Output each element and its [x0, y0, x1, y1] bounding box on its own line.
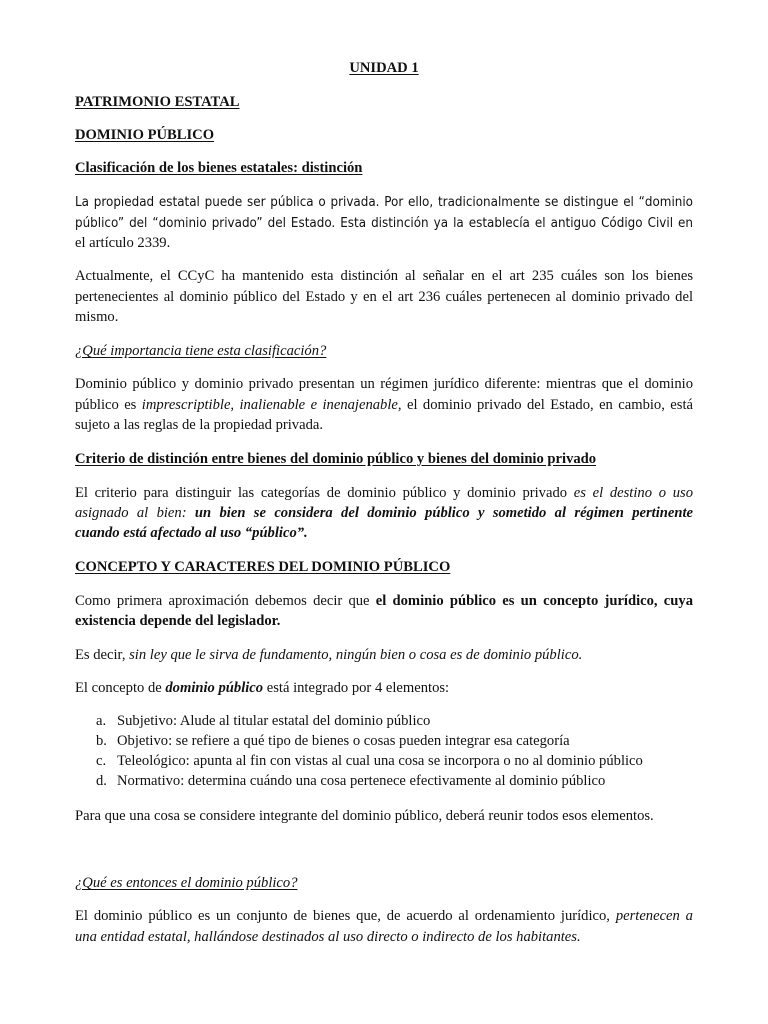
list-item-text: Objetivo: se refiere a qué tipo de bienes o cosas pueden integrar esa categoría [117, 733, 570, 749]
list-item [96, 771, 605, 792]
paragraph-3-line-3: sujeto a las reglas de la propiedad privada. [75, 417, 324, 433]
heading-clasificacion: Clasificación de los bienes estatales: distinción [75, 160, 363, 176]
paragraph-9-emphasis: pertenecen a [615, 908, 693, 924]
question-entonces: ¿Qué es entonces el dominio público? [75, 875, 298, 891]
paragraph-3-emphasis: imprescriptible, inalienable e inenajenable, [141, 397, 402, 413]
list-item-text: Teleológico: apunta al fin con vistas al cual una cosa se incorpora o no al dominio público [117, 753, 643, 769]
paragraph-9-text: El dominio público es un conjunto de bienes que, de acuerdo al ordenamiento jurídico, [75, 908, 616, 924]
paragraph-8: Para que una cosa se considere integrante del dominio público, deberá reunir todos esos elementos. [75, 808, 654, 824]
unit-title: UNIDAD 1 [349, 60, 419, 76]
paragraph-3-line-2 [75, 395, 693, 416]
question-importancia: ¿Qué importancia tiene esta clasificación? [75, 343, 327, 359]
paragraph-7 [75, 678, 449, 699]
paragraph-4-line-3: cuando está afectado al uso “público”. [75, 525, 308, 541]
paragraph-4-emphasis-2: asignado al bien: [75, 505, 195, 521]
paragraph-7-text: El concepto de [75, 680, 166, 696]
paragraph-7-bold-emphasis: dominio público [165, 680, 264, 696]
paragraph-1-line-3: el artículo 2339. [75, 235, 171, 251]
paragraph-6-text: Es decir, [75, 647, 130, 663]
paragraph-4-emphasis: es el destino o uso [573, 485, 693, 501]
heading-concepto: CONCEPTO Y CARACTERES DEL DOMINIO PÚBLICO [75, 559, 451, 575]
heading-patrimonio-estatal: PATRIMONIO ESTATAL [75, 94, 240, 110]
list-marker: b. [96, 733, 107, 749]
list-marker: d. [96, 773, 107, 789]
paragraph-5-bold: el dominio público es un concepto jurídico, cuya [375, 593, 693, 609]
paragraph-6 [75, 645, 582, 666]
paragraph-2-line-3: mismo. [75, 309, 119, 325]
list-item [96, 751, 643, 772]
paragraph-4-line-1 [75, 483, 693, 504]
paragraph-2-line-2: pertenecientes al dominio público del Estado y en el art 236 cuáles pertenecen al dominio privado del [75, 289, 693, 305]
list-item [96, 711, 430, 732]
paragraph-4-line-2 [75, 503, 693, 524]
paragraph-5-line-2: existencia depende del legislador. [75, 613, 281, 629]
paragraph-4-text: El criterio para distinguir las categorías de dominio público y dominio privado [75, 485, 574, 501]
heading-criterio: Criterio de distinción entre bienes del dominio público y bienes del dominio privado [75, 451, 597, 467]
list-item-text: Normativo: determina cuándo una cosa pertenece efectivamente al dominio público [117, 773, 606, 789]
paragraph-9-line-1 [75, 906, 693, 927]
paragraph-5-text: Como primera aproximación debemos decir que [75, 593, 376, 609]
paragraph-2-line-1: Actualmente, el CCyC ha mantenido esta distinción al señalar en el art 235 cuáles son los bienes [75, 268, 693, 284]
paragraph-9-line-2: una entidad estatal, hallándose destinados al uso directo o indirecto de los habitantes. [75, 929, 581, 945]
paragraph-6-emphasis: sin ley que le sirva de fundamento, ningún bien o cosa es de dominio público. [129, 647, 583, 663]
heading-dominio-publico: DOMINIO PÚBLICO [75, 127, 215, 143]
paragraph-4-bold-emphasis: un bien se considera del dominio público y sometido al régimen pertinente [194, 505, 693, 521]
paragraph-1-line-1: La propiedad estatal puede ser pública o privada. Por ello, tradicionalmente se distingue el “dominio [75, 195, 693, 210]
paragraph-3-text: público es [75, 397, 142, 413]
list-marker: a. [96, 713, 107, 729]
paragraph-5-line-1 [75, 591, 693, 612]
paragraph-3-text-end: el dominio privado del Estado, en cambio, está [401, 397, 693, 413]
paragraph-7-text-end: está integrado por 4 elementos: [263, 680, 450, 696]
list-marker: c. [96, 753, 107, 769]
list-item-text: Subjetivo: Alude al titular estatal del dominio público [117, 713, 431, 729]
paragraph-3-line-1: Dominio público y dominio privado presentan un régimen jurídico diferente: mientras que el dominio [75, 376, 693, 392]
paragraph-1-line-2: público” del “dominio privado” del Estado. Esta distinción ya la establecía el antiguo Código Civil en [75, 216, 693, 231]
list-item [96, 731, 570, 752]
